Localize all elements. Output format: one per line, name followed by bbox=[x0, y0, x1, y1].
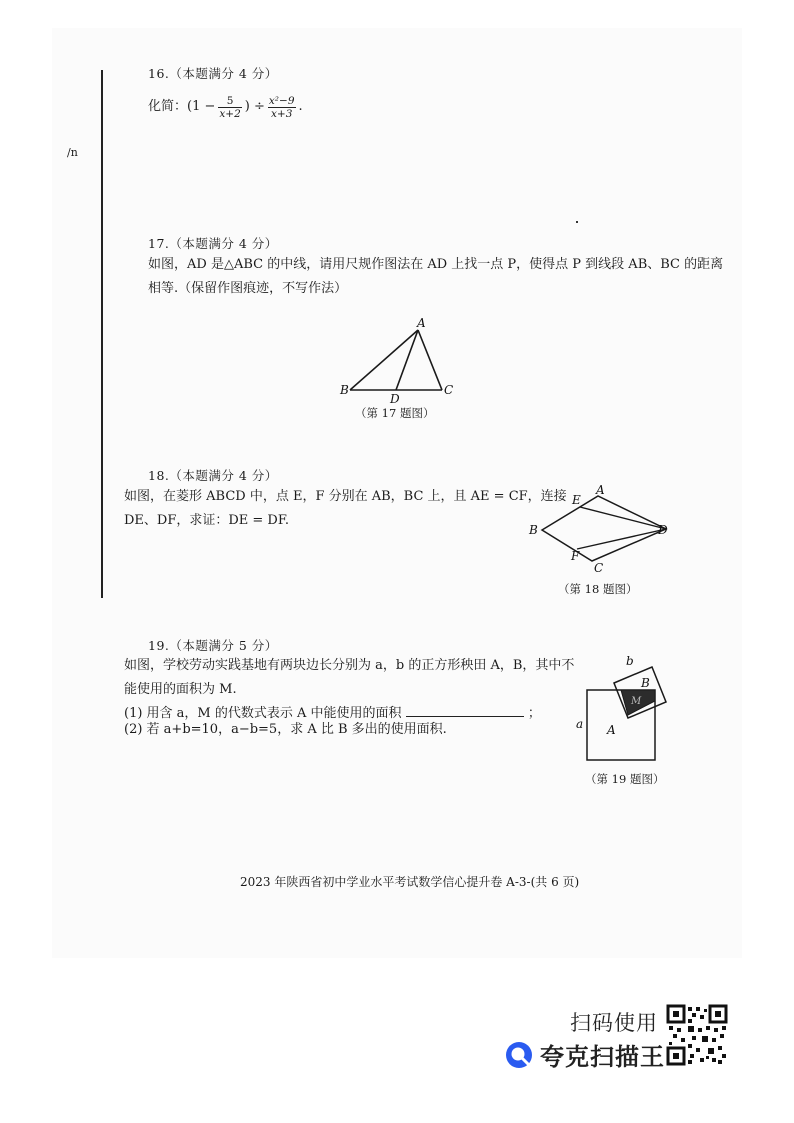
stray-dot bbox=[576, 221, 578, 223]
q16-frac2-num: x²−9 bbox=[268, 94, 295, 107]
q19-line1: 如图，学校劳动实践基地有两块边长分别为 a，b 的正方形秧田 A，B，其中不 bbox=[124, 658, 575, 673]
q19-part1-end: ； bbox=[527, 706, 541, 721]
q17-label-d: D bbox=[390, 392, 400, 406]
q19-label-b-square: B bbox=[641, 676, 650, 690]
q18-label-e: E bbox=[572, 493, 581, 507]
qr-code-icon[interactable] bbox=[666, 1004, 728, 1066]
q19-answer-blank[interactable] bbox=[406, 702, 524, 717]
q18-figure bbox=[520, 484, 680, 574]
binding-line bbox=[101, 70, 103, 598]
page-footer: 2023 年陕西省初中学业水平考试数学信心提升卷 A-3-(共 6 页) bbox=[240, 875, 580, 889]
q19-label-a-side: a bbox=[576, 717, 584, 731]
q19-line2: 能使用的面积为 M. bbox=[124, 682, 237, 697]
q18-label-f: F bbox=[571, 549, 580, 563]
q18-label-d: D bbox=[658, 523, 668, 537]
q19-caption: （第 19 题图） bbox=[585, 772, 665, 786]
q16-prefix: 化简：(1 − bbox=[148, 99, 216, 114]
q17-line2: 相等.（保留作图痕迹，不写作法） bbox=[148, 281, 348, 296]
q17-side-ac bbox=[418, 330, 442, 390]
q18-label-c: C bbox=[594, 561, 604, 574]
q17-caption: （第 17 题图） bbox=[355, 406, 435, 420]
q19-label-b-side: b bbox=[626, 654, 634, 668]
q17-label-c: C bbox=[444, 383, 454, 397]
q16-operator: ) ÷ bbox=[244, 99, 265, 114]
q17-label-a: A bbox=[417, 316, 426, 330]
q18-segment-df bbox=[577, 529, 666, 549]
q17-header: 17.（本题满分 4 分） bbox=[148, 236, 278, 251]
q18-label-a: A bbox=[596, 484, 605, 497]
q16-expression bbox=[148, 90, 303, 124]
q18-rhombus bbox=[542, 496, 666, 561]
q16-end: . bbox=[298, 99, 303, 114]
q18-segment-de bbox=[580, 507, 666, 529]
q19-label-m: M bbox=[631, 696, 642, 707]
scanner-brand bbox=[504, 1037, 665, 1072]
q19-figure bbox=[570, 652, 680, 770]
q17-label-b: B bbox=[340, 383, 349, 397]
scanner-slogan: 扫码使用 bbox=[570, 1011, 658, 1035]
q16-frac2-den: x+3 bbox=[270, 107, 293, 120]
margin-mark: /n bbox=[67, 146, 78, 159]
q16-fraction-2 bbox=[268, 95, 296, 120]
q18-header: 18.（本题满分 4 分） bbox=[148, 468, 278, 483]
q16-frac1-den: x+2 bbox=[219, 107, 241, 120]
q17-figure bbox=[330, 312, 470, 407]
q16-fraction-1 bbox=[218, 95, 241, 120]
q19-header: 19.（本题满分 5 分） bbox=[148, 638, 278, 653]
q19-part1-text: (1) 用含 a，M 的代数式表示 A 中能使用的面积 bbox=[124, 706, 402, 721]
q18-label-b: B bbox=[529, 523, 538, 537]
q18-line2: DE、DF，求证：DE = DF. bbox=[124, 513, 289, 528]
q19-label-a-square: A bbox=[607, 723, 616, 737]
q17-line1: 如图，AD 是△ABC 的中线，请用尺规作图法在 AD 上找一点 P，使得点 P 到线段 AB、BC 的距离 bbox=[148, 257, 724, 272]
scanner-brand-text: 夸克扫描王 bbox=[540, 1043, 665, 1071]
quark-logo-icon bbox=[504, 1040, 534, 1070]
q16-frac1-num: 5 bbox=[218, 95, 241, 108]
q18-line1: 如图，在菱形 ABCD 中，点 E，F 分别在 AB，BC 上，且 AE = CF，连接 bbox=[124, 489, 567, 504]
q16-header: 16.（本题满分 4 分） bbox=[148, 66, 278, 81]
q19-part2: (2) 若 a+b=10，a−b=5，求 A 比 B 多出的使用面积. bbox=[124, 722, 447, 737]
q18-caption: （第 18 题图） bbox=[558, 582, 638, 596]
